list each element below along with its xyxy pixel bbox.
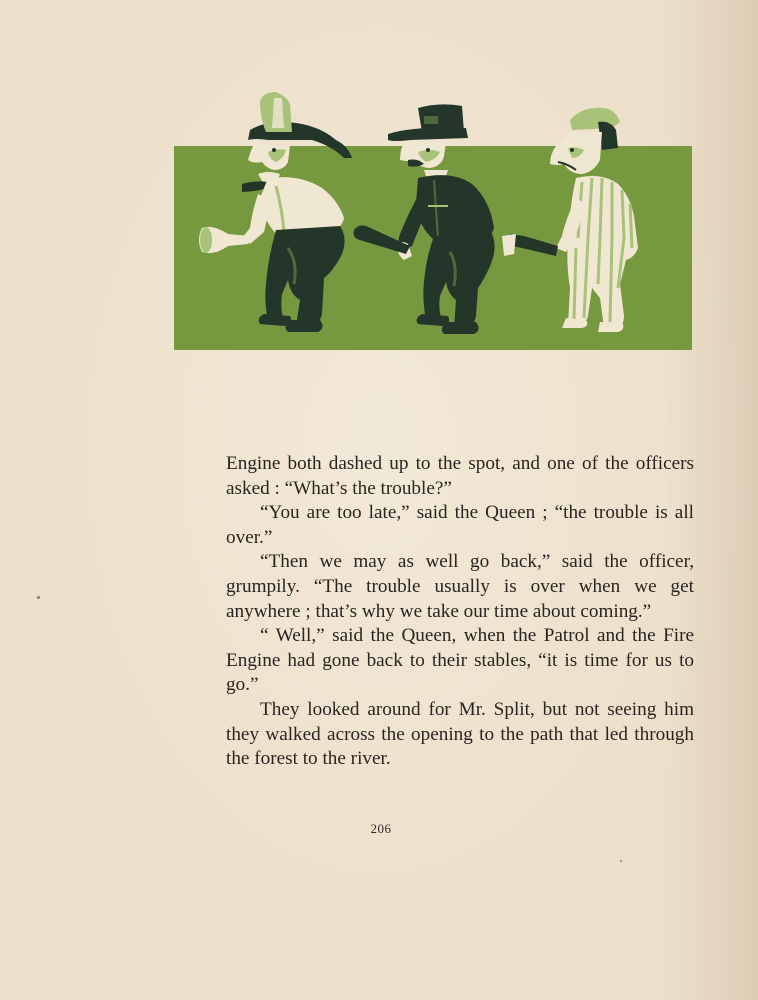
body-text (226, 452, 694, 772)
paper-speck (37, 596, 40, 599)
paragraph-1: Engine both dashed up to the spot, and one of the officers asked : “What’s the trouble?” (226, 453, 694, 499)
illustration-three-men (172, 88, 694, 352)
page-number: 206 (370, 821, 392, 836)
paragraph-2: “You are too late,” said the Queen ; “the trouble is all over.” (226, 502, 694, 548)
paragraph-5: They looked around for Mr. Split, but not seeing him they walked across the opening to the path that led through the forest to the river. (226, 698, 694, 770)
paragraph-4: “ Well,” said the Queen, when the Patrol and the Fire Engine had gone back to their stables, “it is time for us to go.” (226, 625, 694, 696)
paragraph-3: “Then we may as well go back,” said the officer, grumpily. “The trouble usually is over when we get anywhere ; that’s why we take our time about coming.” (226, 551, 694, 622)
paper-speck (620, 860, 622, 862)
